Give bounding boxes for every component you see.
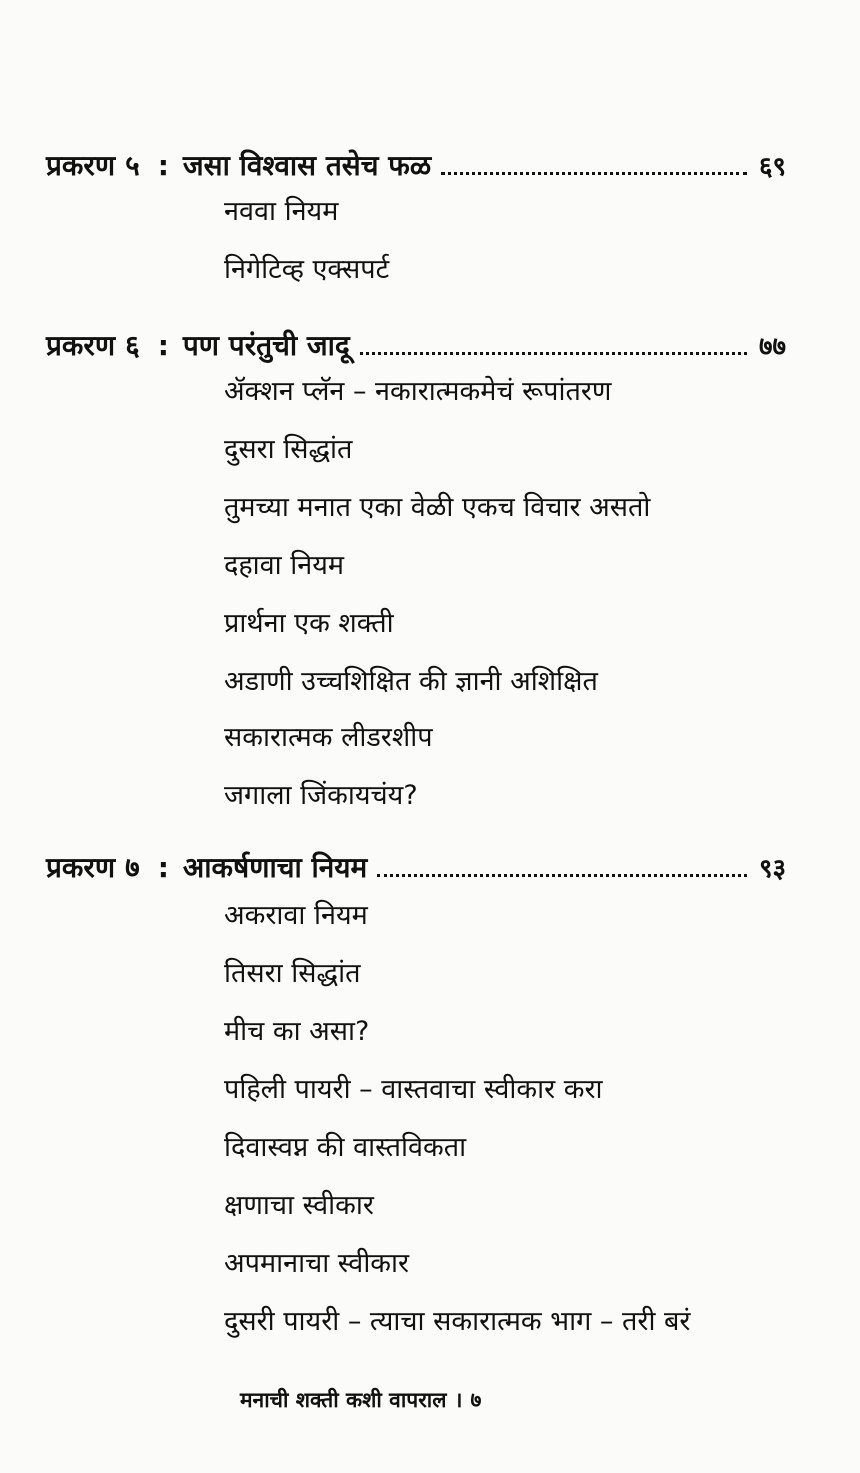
chapter-heading <box>46 318 786 360</box>
section-item: तुमच्या मनात एका वेळी एकच विचार असतो <box>224 492 651 523</box>
chapter-label: प्रकरण <box>46 851 116 884</box>
footer-separator: । <box>454 1388 463 1412</box>
chapter-label: प्रकरण <box>46 329 116 362</box>
chapter-number: ७ <box>125 851 140 884</box>
section-item: मीच का असा? <box>224 1016 370 1047</box>
chapter-colon: : <box>157 851 169 884</box>
section-item: जगाला जिंकायचंय? <box>224 780 418 811</box>
section-item: नववा नियम <box>224 196 339 227</box>
chapter-number: ६ <box>125 329 140 362</box>
section-item: ॲक्शन प्लॅन – नकारात्मकमेचं रूपांतरण <box>224 376 612 407</box>
chapter-colon: : <box>157 149 169 182</box>
dot-leader <box>360 352 747 355</box>
section-item: प्रार्थना एक शक्ती <box>224 608 394 639</box>
section-item: दुसरा सिद्धांत <box>224 434 353 465</box>
footer-page-number: ७ <box>470 1388 482 1412</box>
chapter-title: पण परंतुची जादू <box>182 329 350 362</box>
page-footer <box>240 1388 620 1413</box>
section-item: दुसरी पायरी – त्याचा सकारात्मक भाग – तरी बरं <box>224 1306 691 1337</box>
section-item: अकरावा नियम <box>224 900 368 931</box>
chapter-page-number: ६९ <box>758 152 786 182</box>
chapter-title: आकर्षणाचा नियम <box>182 851 368 884</box>
chapter-page-number: ७७ <box>758 332 786 362</box>
chapter-heading <box>46 840 786 882</box>
chapter-colon: : <box>157 329 169 362</box>
section-item: अपमानाचा स्वीकार <box>224 1248 410 1279</box>
chapter-page-number: ९३ <box>758 854 786 884</box>
chapter-title: जसा विश्वास तसेच फळ <box>182 149 432 182</box>
section-item: निगेटिव्ह एक्सपर्ट <box>224 254 390 285</box>
section-item: सकारात्मक लीडरशीप <box>224 722 433 753</box>
section-item: दिवास्वप्न की वास्तविकता <box>224 1132 467 1163</box>
chapter-number: ५ <box>125 149 140 182</box>
chapter-heading <box>46 138 786 180</box>
dot-leader <box>377 874 747 877</box>
dot-leader <box>441 172 747 175</box>
section-item: पहिली पायरी – वास्तवाचा स्वीकार करा <box>224 1074 603 1105</box>
footer-book-title: मनाची शक्ती कशी वापराल <box>240 1388 447 1412</box>
chapter-label: प्रकरण <box>46 149 116 182</box>
section-item: तिसरा सिद्धांत <box>224 958 361 989</box>
section-item: अडाणी उच्चशिक्षित की ज्ञानी अशिक्षित <box>224 666 598 697</box>
section-item: दहावा नियम <box>224 550 345 581</box>
section-item: क्षणाचा स्वीकार <box>224 1190 374 1221</box>
